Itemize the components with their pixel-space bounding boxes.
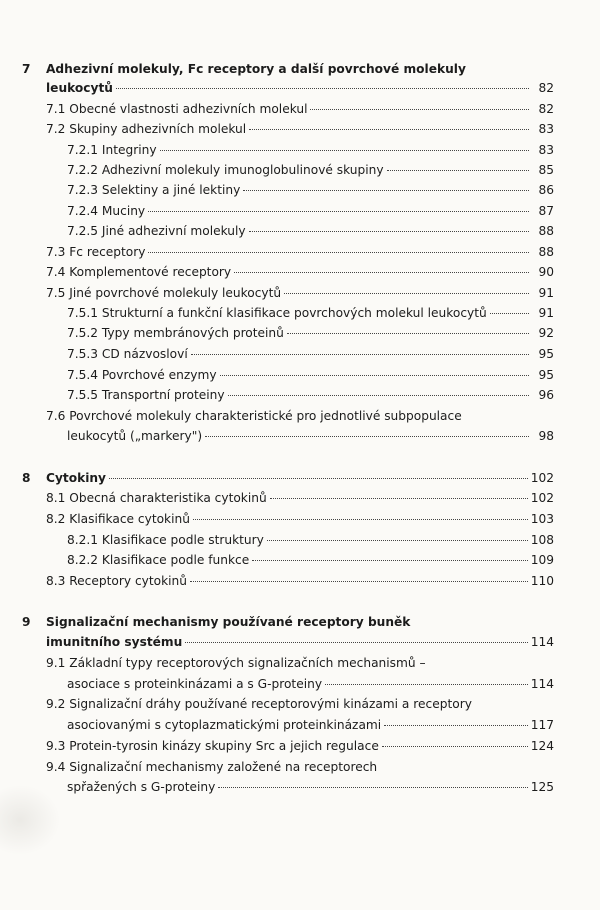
leader-dots [249, 231, 529, 232]
toc-entry [46, 121, 554, 138]
entry-title: 8.2 Klasifikace cytokinů [46, 512, 190, 526]
entry-title: 7.5.5 Transportní proteiny [67, 388, 225, 402]
page-number: 95 [538, 368, 554, 382]
page-number: 110 [530, 574, 554, 588]
leader-dots [490, 313, 529, 314]
leader-dots [228, 395, 529, 396]
page-number: 117 [530, 718, 554, 732]
chapter-title-line2: imunitního systému [46, 635, 183, 649]
entry-title: leukocytů („markery") [67, 429, 203, 443]
toc-entry [46, 244, 554, 261]
leader-dots [270, 498, 528, 499]
page-number: 90 [538, 265, 554, 279]
entry-title: 7.3 Fc receptory [46, 245, 146, 259]
leader-dots [384, 725, 528, 726]
page-number: 83 [538, 122, 554, 136]
chapter-number: 7 [22, 62, 31, 76]
leader-dots [190, 581, 528, 582]
leader-dots [234, 272, 529, 273]
leader-dots [185, 642, 527, 643]
entry-title-line1: 9.2 Signalizační dráhy používané receptorovými kinázami a receptory [46, 697, 472, 711]
leader-dots [205, 436, 529, 437]
chapter-title: Cytokiny [46, 471, 106, 485]
page-number: 98 [538, 429, 554, 443]
entry-title: 7.2.1 Integriny [67, 143, 157, 157]
page-number: 91 [538, 286, 554, 300]
toc-entry [67, 182, 554, 199]
leader-dots [116, 88, 529, 89]
leader-dots [148, 211, 529, 212]
entry-title: 8.3 Receptory cytokinů [46, 574, 187, 588]
toc-entry [46, 573, 554, 590]
toc-entry [46, 101, 554, 118]
page-number: 88 [538, 245, 554, 259]
leader-dots [325, 684, 528, 685]
toc-entry [67, 676, 554, 693]
page-number: 88 [538, 224, 554, 238]
entry-title: 7.2.3 Selektiny a jiné lektiny [67, 183, 241, 197]
toc-entry [67, 387, 554, 404]
entry-title: 8.2.1 Klasifikace podle struktury [67, 533, 264, 547]
toc-entry [46, 264, 554, 281]
leader-dots [267, 540, 528, 541]
entry-title: 9.3 Protein-tyrosin kinázy skupiny Src a jejich regulace [46, 739, 379, 753]
leader-dots [218, 787, 527, 788]
chapter-title-line2: leukocytů [46, 81, 113, 95]
leader-dots [310, 109, 529, 110]
toc-entry [67, 325, 554, 342]
toc-entry [67, 305, 554, 322]
page-number: 125 [530, 780, 554, 794]
leader-dots [287, 333, 529, 334]
page-number: 124 [530, 739, 554, 753]
toc-entry [67, 779, 554, 796]
toc-entry [46, 738, 554, 755]
toc-entry [46, 470, 554, 487]
toc-entry [46, 490, 554, 507]
page-number: 82 [538, 102, 554, 116]
page-number: 86 [538, 183, 554, 197]
page-number: 114 [530, 635, 554, 649]
page-number: 95 [538, 347, 554, 361]
toc-entry [46, 285, 554, 302]
entry-title: 8.2.2 Klasifikace podle funkce [67, 553, 250, 567]
page-number: 91 [538, 306, 554, 320]
leader-dots [252, 560, 528, 561]
leader-dots [191, 354, 529, 355]
entry-title-line1: 9.1 Základní typy receptorových signalizačních mechanismů – [46, 656, 426, 670]
chapter-title-line1: Signalizační mechanismy používané receptory buněk [46, 615, 411, 629]
page-number: 102 [530, 471, 554, 485]
toc-entry [67, 428, 554, 445]
toc-entry [67, 532, 554, 549]
toc-entry [46, 80, 554, 97]
toc-entry [46, 634, 554, 651]
leader-dots [193, 519, 528, 520]
leader-dots [249, 129, 529, 130]
page-number: 83 [538, 143, 554, 157]
leader-dots [160, 150, 529, 151]
toc-entry [67, 717, 554, 734]
entry-title: 7.5.1 Strukturní a funkční klasifikace povrchových molekul leukocytů [67, 306, 487, 320]
leader-dots [148, 252, 529, 253]
entry-title: 8.1 Obecná charakteristika cytokinů [46, 491, 267, 505]
entry-title: 7.5.4 Povrchové enzymy [67, 368, 217, 382]
chapter-number: 8 [22, 471, 31, 485]
chapter-title-line1: Adhezivní molekuly, Fc receptory a další povrchové molekuly [46, 62, 466, 76]
page-number: 108 [530, 533, 554, 547]
entry-title: 7.2.2 Adhezivní molekuly imunoglobulinové skupiny [67, 163, 384, 177]
entry-title: 7.5.3 CD názvosloví [67, 347, 188, 361]
page-number: 102 [530, 491, 554, 505]
leader-dots [109, 478, 528, 479]
leader-dots [284, 293, 529, 294]
toc-entry [67, 346, 554, 363]
leader-dots [382, 746, 528, 747]
page-number: 103 [530, 512, 554, 526]
entry-title: asociace s proteinkinázami a s G-proteiny [67, 677, 323, 691]
entry-title: asociovanými s cytoplazmatickými proteinkinázami [67, 718, 382, 732]
entry-title: 7.4 Komplementové receptory [46, 265, 232, 279]
entry-title-line1: 7.6 Povrchové molekuly charakteristické pro jednotlivé subpopulace [46, 409, 462, 423]
entry-title: 7.5 Jiné povrchové molekuly leukocytů [46, 286, 282, 300]
toc-entry [67, 223, 554, 240]
toc-entry [67, 142, 554, 159]
entry-title: spřažených s G-proteiny [67, 780, 216, 794]
leader-dots [243, 190, 529, 191]
entry-title-line1: 9.4 Signalizační mechanismy založené na receptorech [46, 760, 378, 774]
entry-title: 7.5.2 Typy membránových proteinů [67, 326, 284, 340]
toc-entry [67, 367, 554, 384]
toc-entry [67, 162, 554, 179]
page-number: 96 [538, 388, 554, 402]
leader-dots [220, 375, 529, 376]
page-number: 114 [530, 677, 554, 691]
leader-dots [387, 170, 529, 171]
page-number: 82 [538, 81, 554, 95]
toc-entry [67, 552, 554, 569]
entry-title: 7.2 Skupiny adhezivních molekul [46, 122, 247, 136]
page-number: 85 [538, 163, 554, 177]
entry-title: 7.1 Obecné vlastnosti adhezivních molekul [46, 102, 308, 116]
toc-entry [67, 203, 554, 220]
chapter-number: 9 [22, 615, 31, 629]
page-number: 92 [538, 326, 554, 340]
toc-entry [46, 511, 554, 528]
entry-title: 7.2.4 Muciny [67, 204, 146, 218]
page-number: 109 [530, 553, 554, 567]
entry-title: 7.2.5 Jiné adhezivní molekuly [67, 224, 246, 238]
page-number: 87 [538, 204, 554, 218]
